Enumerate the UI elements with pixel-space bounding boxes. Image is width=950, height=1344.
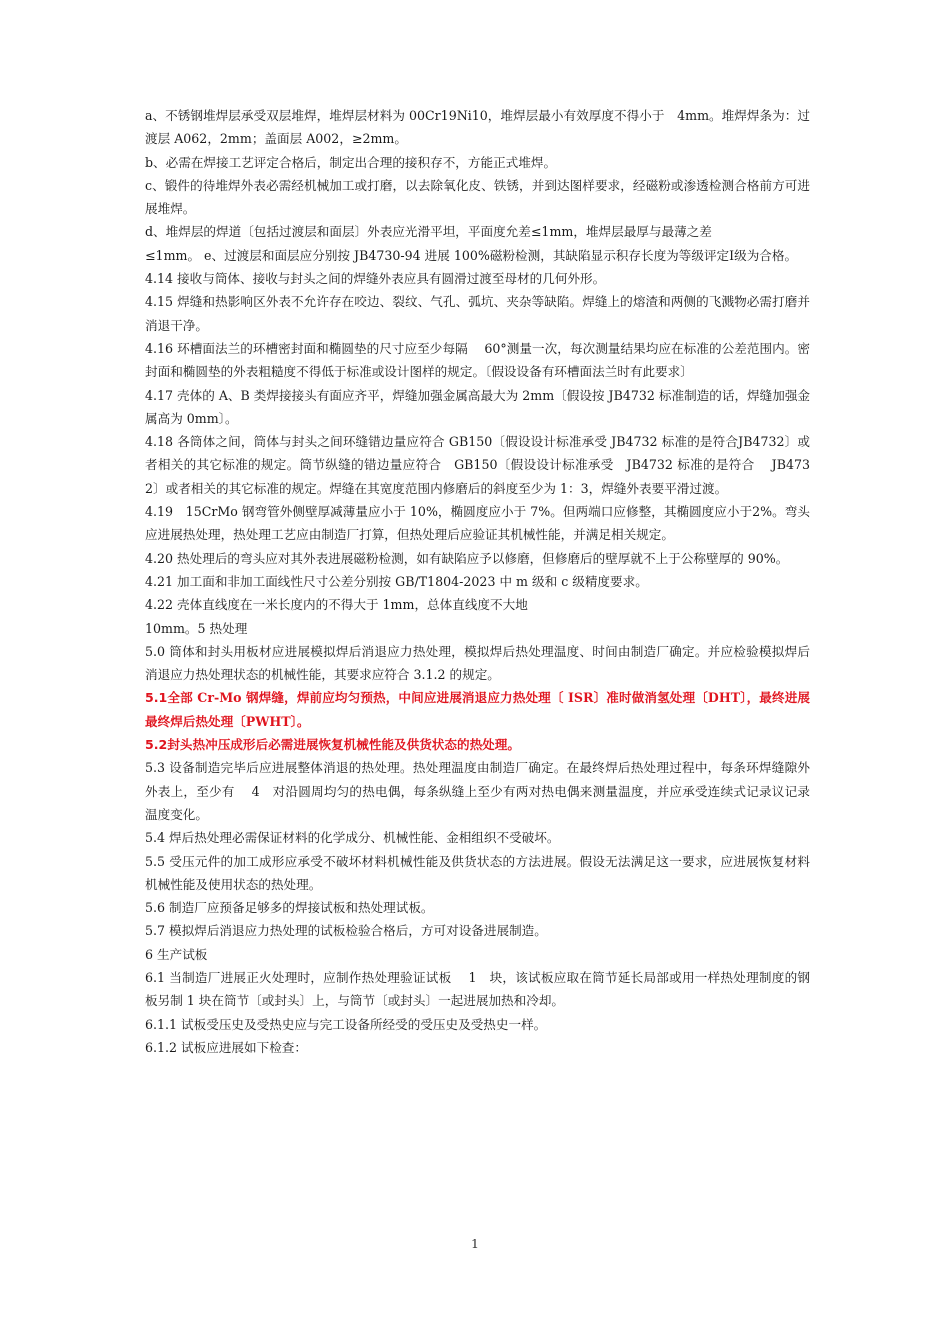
clause-6-1-1: 6.1.1 试板受压史及受热史应与完工设备所经受的受压史及受热史一样。 <box>145 1016 547 1032</box>
clause-5-2-number: 5.2 <box>145 737 168 753</box>
clause-5-3: 5.3 设备制造完毕后应进展整体消退的热处理。热处理温度由制造厂确定。在最终焊后热处理过程中，每条环焊缝隙外外表上，至少有 4 对沿圆周均匀的热电偶，每条纵缝上至少有两对热电偶来测量温度，并应承受连续式记录议记录温度变化。 <box>145 760 810 822</box>
clause-5-4: 5.4 焊后热处理必需保证材料的化学成分、机械性能、金相组织不受破坏。 <box>145 830 560 846</box>
paragraph-d: d、堆焊层的焊道〔包括过渡层和面层〕外表应光滑平坦，平面度允差≤1mm，堆焊层最厚与最薄之差 <box>145 224 712 240</box>
clause-4-21: 4.21 加工面和非加工面线性尺寸公差分别按 GB/T1804-2023 中 m 级和 c 级精度要求。 <box>145 573 648 589</box>
clause-4-15: 4.15 焊缝和热影响区外表不允许存在咬边、裂纹、气孔、弧坑、夹杂等缺陷。焊缝上的熔渣和两侧的飞溅物必需打磨并消退干净。 <box>145 294 810 333</box>
clause-5-7: 5.7 模拟焊后消退应力热处理的试板检验合格后，方可对设备进展制造。 <box>145 923 547 939</box>
clause-4-22: 4.22 壳体直线度在一米长度内的不得大于 1mm，总体直线度不大地 <box>145 597 528 613</box>
paragraph-a: a、不锈钢堆焊层承受双层堆焊，堆焊层材料为 00Cr19Ni10，堆焊层最小有效厚度不得小于 4mm。堆焊焊条为：过渡层 A062，2mm；盖面层 A002，≥2mm。 <box>145 108 810 147</box>
paragraph-e: ≤1mm。 e、过渡层和面层应分别按 JB4730-94 进展 100%磁粉检测，其缺陷显示积存长度为等级评定Ⅰ级为合格。 <box>145 247 798 263</box>
section-6-heading: 6 生产试板 <box>145 946 208 962</box>
clause-6-1-2: 6.1.2 试板应进展如下检查： <box>145 1039 307 1055</box>
clause-5-6: 5.6 制造厂应预备足够多的焊接试板和热处理试板。 <box>145 900 434 916</box>
clause-4-22-cont: 10mm。5 热处理 <box>145 620 248 636</box>
document-body <box>145 104 810 1059</box>
clause-4-17: 4.17 壳体的 A、B 类焊接接头有面应齐平，焊缝加强金属高最大为 2mm〔假设按 JB4732 标准制造的话，焊缝加强金属高为 0mm〕。 <box>145 387 811 426</box>
clause-5-2-text: 封头热冲压成形后必需进展恢复机械性能及供货状态的热处理。 <box>167 737 520 753</box>
clause-5-1 <box>145 686 810 733</box>
clause-4-14: 4.14 接收与筒体、接收与封头之间的焊缝外表应具有圆滑过渡至母材的几何外形。 <box>145 271 606 287</box>
clause-5-0: 5.0 筒体和封头用板材应进展模拟焊后消退应力热处理，模拟焊后热处理温度、时间由制造厂确定。并应检验模拟焊后消退应力热处理状态的机械性能，其要求应符合 3.1.2 的规定。 <box>145 643 810 683</box>
page-number: 1 <box>471 1236 479 1251</box>
paragraph-b: b、必需在焊接工艺评定合格后，制定出合理的接积存不，方能正式堆焊。 <box>145 154 557 170</box>
clause-4-19: 4.19 15CrMo 钢弯管外侧壁厚减薄量应小于 10%，椭圆度应小于 7%。但两端口应修整，其椭圆度应小于2%。弯头应进展热处理，热处理工艺应由制造厂打算，但热处理后应验证其机械性能，并满足相关规定。 <box>145 504 810 543</box>
paragraph-c: c、锻件的待堆焊外表必需经机械加工或打磨，以去除氧化皮、铁锈，并到达图样要求，经磁粉或渗透检测合格前方可进展堆焊。 <box>145 177 810 217</box>
clause-4-20: 4.20 热处理后的弯头应对其外表进展磁粉检测，如有缺陷应予以修磨，但修磨后的壁厚就不上于公称壁厚的 90%。 <box>145 550 789 566</box>
clause-5-1-text: 全部 Cr-Mo 钢焊缝，焊前应均匀预热，中间应进展消退应力热处理〔 ISR〕准时做消氢处理〔DHT〕，最终进展最终焊后热处理〔PWHT〕。 <box>145 690 810 729</box>
clause-4-18: 4.18 各筒体之间，筒体与封头之间环缝错边量应符合 GB150〔假设设计标准承受 JB4732 标准的是符合JB4732〕或者相关的其它标准的规定。筒节纵缝的错边量应符合 GB150〔假设设计标准承受 JB4732 标准的是符合 JB4732〕或者相关的其它标准的规定。焊缝在其宽度范围内修磨后的斜度至少为 1：3，焊缝外表要平滑过渡。 <box>145 434 810 496</box>
clause-5-5: 5.5 受压元件的加工成形应承受不破坏材料机械性能及供货状态的方法进展。假设无法满足这一要求，应进展恢复材料机械性能及使用状态的热处理。 <box>145 853 810 892</box>
clause-5-2 <box>145 733 810 756</box>
clause-6-1: 6.1 当制造厂进展正火处理时，应制作热处理验证试板 1 块，该试板应取在筒节延长局部或用一样热处理制度的钢板另制 1 块在筒节〔或封头〕上，与筒节〔或封头〕一起进展加热和冷却。 <box>145 969 810 1009</box>
clause-4-16: 4.16 环槽面法兰的环槽密封面和椭圆垫的尺寸应至少每隔 60°测量一次，每次测量结果均应在标准的公差范围内。密封面和椭圆垫的外表粗糙度不得低于标准或设计图样的规定。〔假设设备有环槽面法兰时有此要求〕 <box>145 340 810 380</box>
clause-5-1-number: 5.1 <box>145 690 168 706</box>
